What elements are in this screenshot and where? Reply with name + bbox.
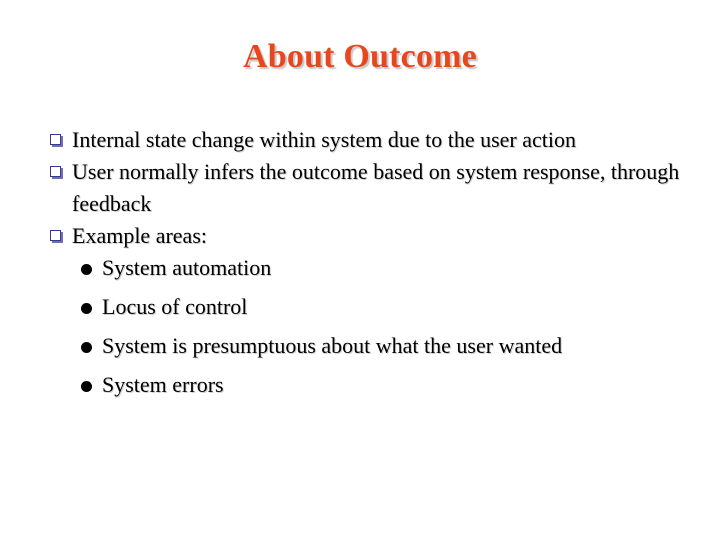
sub-bullet-item xyxy=(50,369,690,401)
hollow-square-icon xyxy=(50,230,61,241)
sub-bullet-item xyxy=(50,291,690,323)
sub-bullet-text: System is presumptuous about what the user wanted xyxy=(102,333,563,358)
filled-circle-icon xyxy=(81,264,92,275)
bullet-item xyxy=(50,124,690,156)
bullet-list xyxy=(50,124,690,408)
bullet-text: Internal state change within system due to the user action xyxy=(72,127,577,152)
filled-circle-icon xyxy=(81,381,92,392)
hollow-square-icon xyxy=(50,166,61,177)
sub-bullet-item xyxy=(50,330,690,362)
bullet-item xyxy=(50,220,690,252)
bullet-item xyxy=(50,156,690,220)
slide-title: About Outcome xyxy=(243,38,477,75)
hollow-square-icon xyxy=(50,134,61,145)
sub-bullet-text: System automation xyxy=(102,255,272,280)
bullet-text: User normally infers the outcome based on system response, through feedback xyxy=(72,159,680,216)
filled-circle-icon xyxy=(81,342,92,353)
sub-bullet-text: Locus of control xyxy=(102,294,248,319)
filled-circle-icon xyxy=(81,303,92,314)
bullet-text: Example areas: xyxy=(72,223,207,248)
sub-bullet-item xyxy=(50,252,690,284)
sub-bullet-text: System errors xyxy=(102,372,224,397)
